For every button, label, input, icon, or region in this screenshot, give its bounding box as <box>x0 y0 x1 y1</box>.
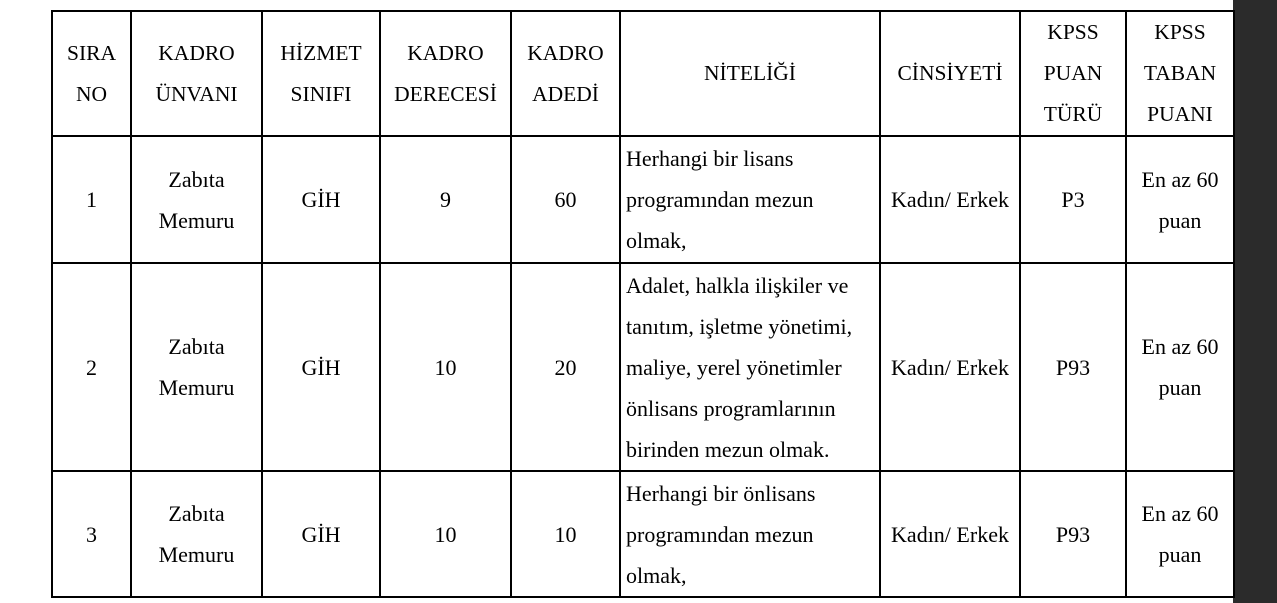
cell-no: 2 <box>52 263 131 471</box>
cell-title: Zabıta Memuru <box>131 471 262 597</box>
header-cinsiyeti: CİNSİYETİ <box>880 11 1020 136</box>
header-row <box>52 11 1234 136</box>
cell-gender: Kadın/ Erkek <box>880 263 1020 471</box>
table-row <box>52 471 1234 597</box>
header-niteligi: NİTELİĞİ <box>620 11 880 136</box>
cell-score-type: P93 <box>1020 263 1126 471</box>
table-row <box>52 263 1234 471</box>
header-kadro-unvani: KADRO ÜNVANI <box>131 11 262 136</box>
cell-min-score: En az 60 puan <box>1126 263 1234 471</box>
cell-qualification: Adalet, halkla ilişkiler ve tanıtım, işletme yönetimi, maliye, yerel yönetimler önlisans programlarının birinden mezun olmak. <box>620 263 880 471</box>
cell-service-class: GİH <box>262 136 380 263</box>
cell-score-type: P3 <box>1020 136 1126 263</box>
header-hizmet-sinifi: HİZMET SINIFI <box>262 11 380 136</box>
cell-count: 10 <box>511 471 620 597</box>
cell-count: 60 <box>511 136 620 263</box>
staff-position-table <box>51 10 1235 598</box>
cell-title: Zabıta Memuru <box>131 136 262 263</box>
cell-qualification: Herhangi bir önlisans programından mezun olmak, <box>620 471 880 597</box>
cell-qualification: Herhangi bir lisans programından mezun olmak, <box>620 136 880 263</box>
header-kpss-puan-turu: KPSS PUAN TÜRÜ <box>1020 11 1126 136</box>
cell-title: Zabıta Memuru <box>131 263 262 471</box>
cell-no: 3 <box>52 471 131 597</box>
header-kpss-taban-puani: KPSS TABAN PUANI <box>1126 11 1234 136</box>
cell-gender: Kadın/ Erkek <box>880 136 1020 263</box>
window-edge <box>1233 0 1277 603</box>
header-kadro-derecesi: KADRO DERECESİ <box>380 11 511 136</box>
table-row <box>52 136 1234 263</box>
cell-degree: 10 <box>380 263 511 471</box>
cell-count: 20 <box>511 263 620 471</box>
cell-min-score: En az 60 puan <box>1126 471 1234 597</box>
cell-service-class: GİH <box>262 471 380 597</box>
header-kadro-adedi: KADRO ADEDİ <box>511 11 620 136</box>
header-sira-no: SIRA NO <box>52 11 131 136</box>
cell-degree: 9 <box>380 136 511 263</box>
cell-degree: 10 <box>380 471 511 597</box>
cell-gender: Kadın/ Erkek <box>880 471 1020 597</box>
cell-min-score: En az 60 puan <box>1126 136 1234 263</box>
cell-no: 1 <box>52 136 131 263</box>
cell-service-class: GİH <box>262 263 380 471</box>
cell-score-type: P93 <box>1020 471 1126 597</box>
